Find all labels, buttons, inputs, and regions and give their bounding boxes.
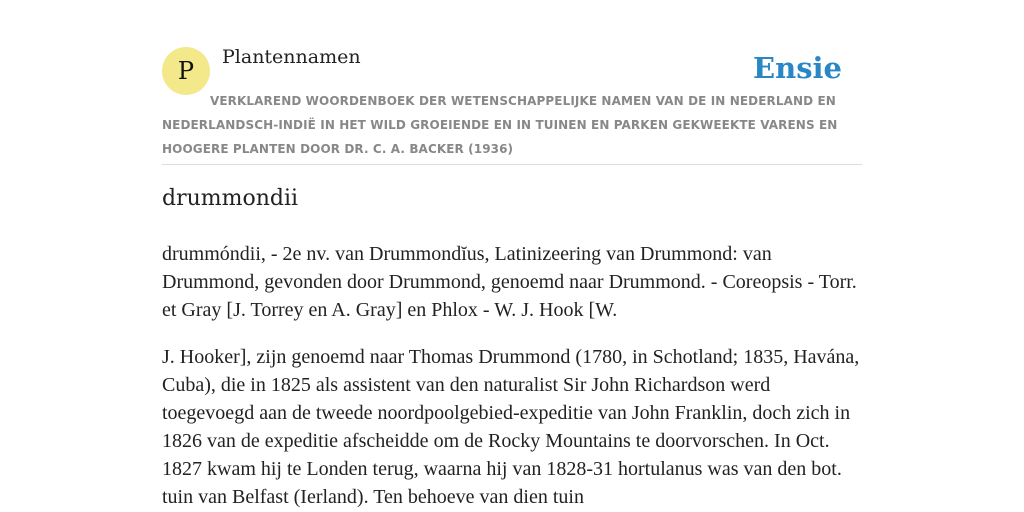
entry-paragraph-2: J. Hooker], zijn genoemd naar Thomas Drummond (1780, in Schotland; 1835, Havána, Cuba), die in 1825 als assistent van den naturalist Sir John Richardson werd toegevoegd aan de tweede noordpoolgebied-expeditie van John Franklin, doch zich in 1826 van de expeditie afscheidde om de Rocky Mountains te doorvorschen. In Oct. 1827 kwam hij te Londen terug, waarna hij van 1828-31 hortulanus was van den bot. tuin van Belfast (Ierland). Ten behoeve van dien tuin (162, 346, 860, 508)
dictionary-subtitle: VERKLAREND WOORDENBOEK DER WETENSCHAPPELIJKE NAMEN VAN DE IN NEDERLAND EN NEDERLANDSCH-INDIË IN HET WILD GROEIENDE EN IN TUINEN EN PARKEN GEKWEEKTE VARENS EN HOOGERE PLANTEN DOOR DR. C. A. BACKER (1936) (162, 94, 838, 156)
ensie-brand-link[interactable]: Ensie (753, 51, 842, 85)
site-header (162, 0, 862, 165)
entry-title: drummondii (162, 186, 299, 211)
dictionary-logo[interactable] (162, 47, 210, 95)
page-container (162, 0, 862, 508)
dictionary-title[interactable]: Plantennamen (222, 46, 361, 68)
entry-paragraph-1: drummóndii, - 2e nv. van Drummondĭus, Latinizeering van Drummond: van Drummond, gevonden door Drummond, genoemd naar Drummond. - Coreopsis - Torr. et Gray [J. Torrey en A. Gray] en Phlox - W. J. Hook [W. (162, 243, 857, 321)
logo-letter: P (177, 57, 195, 85)
